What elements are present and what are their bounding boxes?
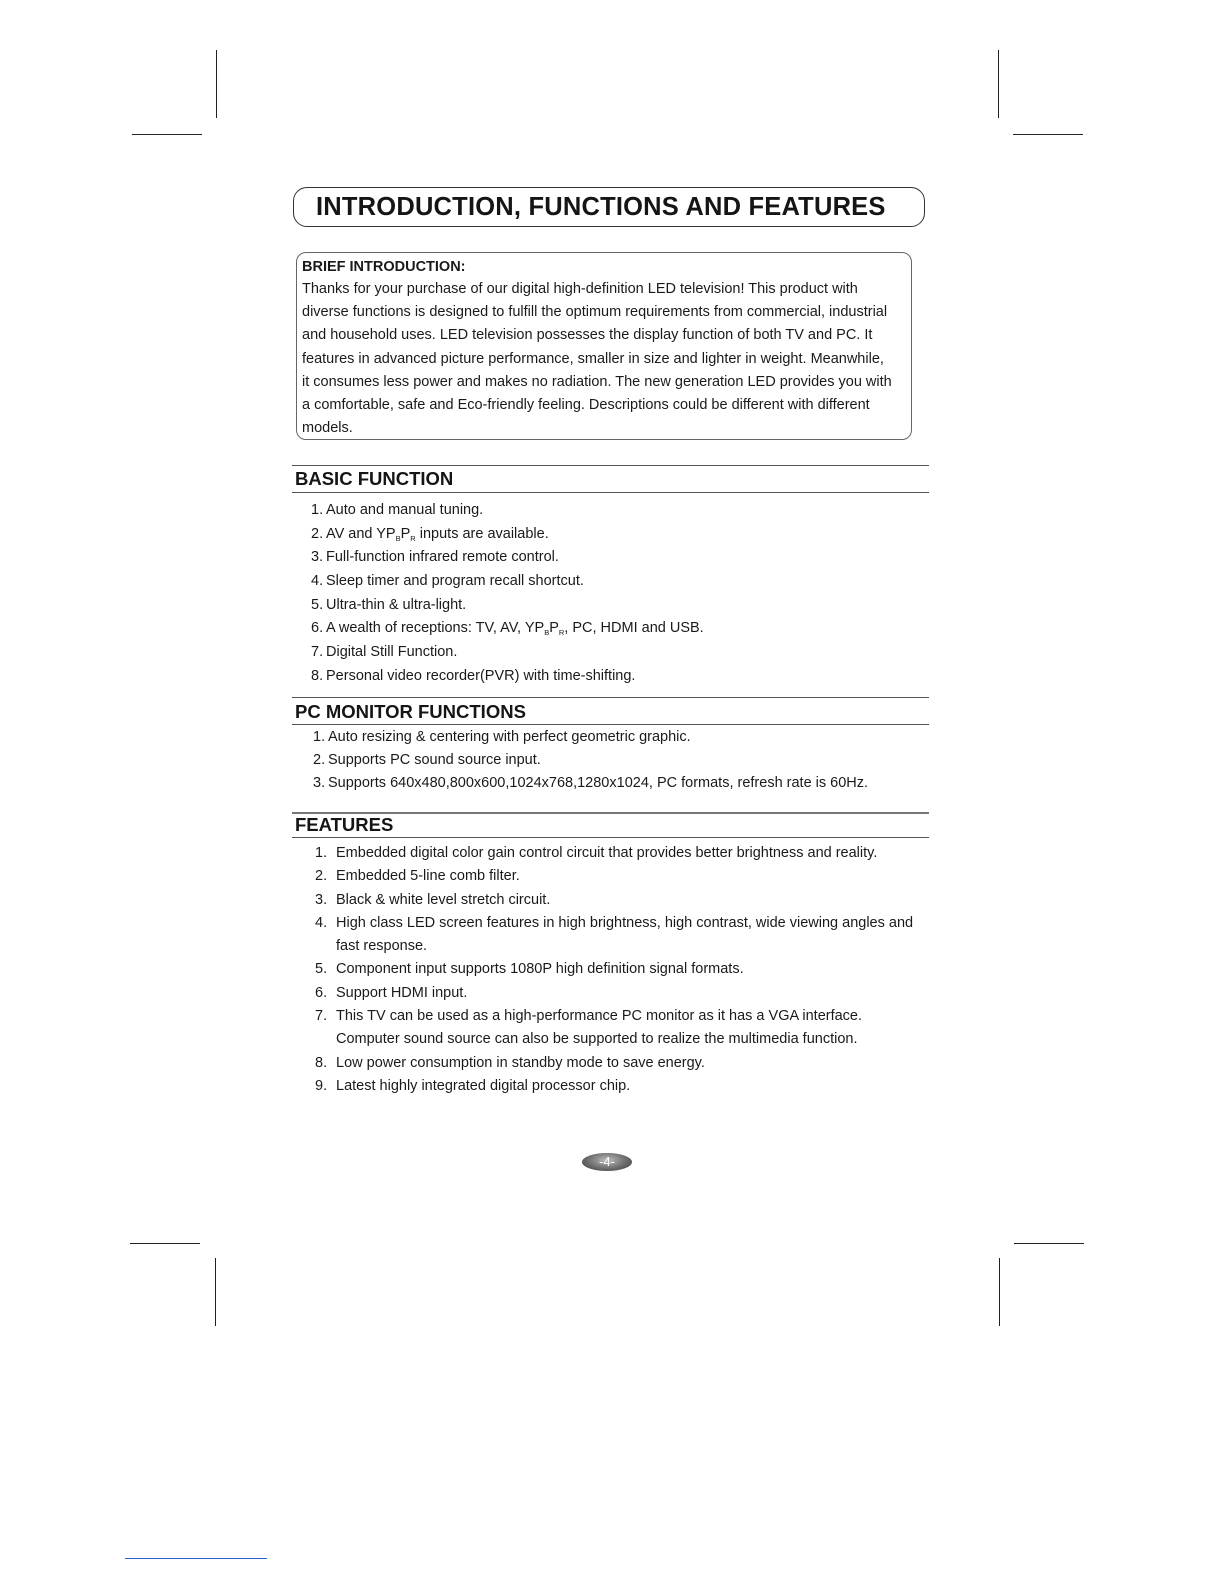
list-item: [315, 845, 913, 868]
item-number: 1.: [313, 729, 326, 745]
section-rule: [292, 492, 929, 493]
crop-mark: [130, 1243, 200, 1244]
subscript: R: [558, 628, 565, 638]
item-text: Black & white level stretch circuit.: [336, 891, 551, 908]
intro-paragraph: [302, 278, 912, 440]
item-number: 2.: [315, 868, 328, 885]
list-item-continuation: [315, 938, 913, 961]
item-text: Auto and manual tuning.: [326, 502, 484, 518]
item-number: 2.: [313, 752, 326, 769]
item-text: Supports 640x480,800x600,1024x768,1280x1024, PC formats, refresh rate is 60Hz.: [328, 775, 869, 792]
item-number: 7.: [311, 644, 324, 661]
item-number: 8.: [311, 667, 324, 684]
item-text: Sleep timer and program recall shortcut.: [326, 573, 584, 590]
list-item: [315, 915, 913, 938]
list-item: [311, 526, 704, 550]
features-list: [315, 845, 913, 1101]
crop-mark: [1014, 1243, 1084, 1244]
list-item: [311, 668, 704, 692]
item-text: Component input supports 1080P high definition signal formats.: [336, 961, 744, 978]
list-item-continuation: [315, 1031, 913, 1054]
list-item: [311, 502, 704, 526]
features-heading: FEATURES: [295, 814, 394, 835]
item-text: Embedded digital color gain control circuit that provides better brightness and reality.: [336, 845, 878, 861]
item-text: inputs are available.: [415, 525, 549, 542]
bottom-edge-line: [125, 1558, 267, 1559]
list-item: [313, 729, 868, 752]
list-item: [311, 644, 704, 668]
intro-line: models.: [302, 420, 353, 437]
item-text: Computer sound source can also be supported to realize the multimedia function.: [336, 1031, 858, 1048]
intro-heading: BRIEF INTRODUCTION:: [302, 259, 466, 275]
list-item: [315, 868, 913, 891]
item-text: Full-function infrared remote control.: [326, 549, 559, 566]
item-text: Embedded 5-line comb filter.: [336, 868, 520, 885]
crop-mark: [999, 1258, 1000, 1326]
item-text: fast response.: [336, 938, 428, 955]
intro-line: features in advanced picture performance, smaller in size and lighter in weight. Meanwhile,: [302, 350, 884, 367]
list-item: [315, 961, 913, 984]
list-item: [311, 573, 704, 597]
item-number: 3.: [315, 891, 328, 908]
item-text: P: [400, 525, 411, 542]
item-number: 6.: [315, 984, 328, 1001]
subscript: R: [410, 533, 416, 543]
brief-introduction-box: [296, 252, 912, 440]
list-item: [315, 985, 913, 1008]
item-text: Support HDMI input.: [336, 984, 468, 1001]
list-item: [315, 1008, 913, 1031]
intro-line: diverse functions is designed to fulfill the optimum requirements from commercial, industrial: [302, 304, 888, 321]
pc-monitor-list: [313, 729, 868, 799]
list-item: [315, 1055, 913, 1078]
list-item: [313, 752, 868, 775]
item-number: 9.: [315, 1077, 328, 1094]
intro-line: a comfortable, safe and Eco-friendly feeling. Descriptions could be different with different: [302, 397, 870, 414]
item-number: 6.: [311, 620, 324, 637]
section-rule: [292, 697, 929, 698]
subscript: B: [544, 628, 550, 638]
crop-mark: [215, 1258, 216, 1326]
item-number: 8.: [315, 1054, 328, 1071]
crop-mark: [998, 50, 999, 118]
page-title: INTRODUCTION, FUNCTIONS AND FEATURES: [316, 193, 886, 221]
crop-mark: [132, 134, 202, 135]
item-text: Digital Still Function.: [326, 644, 458, 661]
item-number: 5.: [311, 596, 324, 613]
section-rule: [292, 465, 929, 466]
list-item: [311, 549, 704, 573]
item-text: Latest highly integrated digital processor chip.: [336, 1077, 631, 1094]
intro-line: and household uses. LED television possesses the display function of both TV and PC. It: [302, 327, 873, 344]
list-item: [311, 597, 704, 621]
item-number: 5.: [315, 961, 328, 978]
intro-line: it consumes less power and makes no radiation. The new generation LED provides you with: [302, 373, 892, 390]
item-number: 7.: [315, 1008, 328, 1025]
item-text: High class LED screen features in high brightness, high contrast, wide viewing angles and: [336, 914, 914, 931]
item-text: Auto resizing & centering with perfect geometric graphic.: [328, 729, 691, 745]
item-text: Low power consumption in standby mode to save energy.: [336, 1054, 705, 1071]
item-text: , PC, HDMI and USB.: [564, 620, 704, 637]
item-text: Supports PC sound source input.: [328, 752, 541, 769]
section-rule: [292, 724, 929, 725]
basic-function-heading: BASIC FUNCTION: [295, 468, 454, 489]
crop-mark: [216, 50, 217, 118]
item-number: 4.: [311, 573, 324, 590]
list-item: [311, 620, 704, 644]
page-title-box: [293, 187, 925, 227]
item-number: 1.: [315, 845, 328, 861]
pc-monitor-heading: PC MONITOR FUNCTIONS: [295, 701, 526, 722]
item-number: 3.: [311, 549, 324, 566]
list-item: [313, 775, 868, 798]
item-number: 1.: [311, 502, 324, 518]
crop-mark: [1013, 134, 1083, 135]
item-text: Personal video recorder(PVR) with time-shifting.: [326, 667, 636, 684]
basic-function-list: [311, 502, 704, 692]
subscript: B: [395, 533, 401, 543]
item-text: A wealth of receptions: TV, AV, YP: [326, 620, 545, 637]
item-number: 4.: [315, 914, 328, 931]
intro-line: Thanks for your purchase of our digital high-definition LED television! This product with: [302, 281, 858, 297]
item-text: This TV can be used as a high-performance PC monitor as it has a VGA interface.: [336, 1008, 863, 1025]
item-text: AV and YP: [326, 525, 396, 542]
list-item: [315, 892, 913, 915]
item-text: Ultra-thin & ultra-light.: [326, 596, 467, 613]
page-number-badge: -4-: [582, 1153, 632, 1171]
item-number: 2.: [311, 525, 324, 542]
section-rule: [292, 837, 929, 838]
item-text: P: [549, 620, 559, 637]
list-item: [315, 1078, 913, 1101]
item-number: 3.: [313, 775, 326, 792]
